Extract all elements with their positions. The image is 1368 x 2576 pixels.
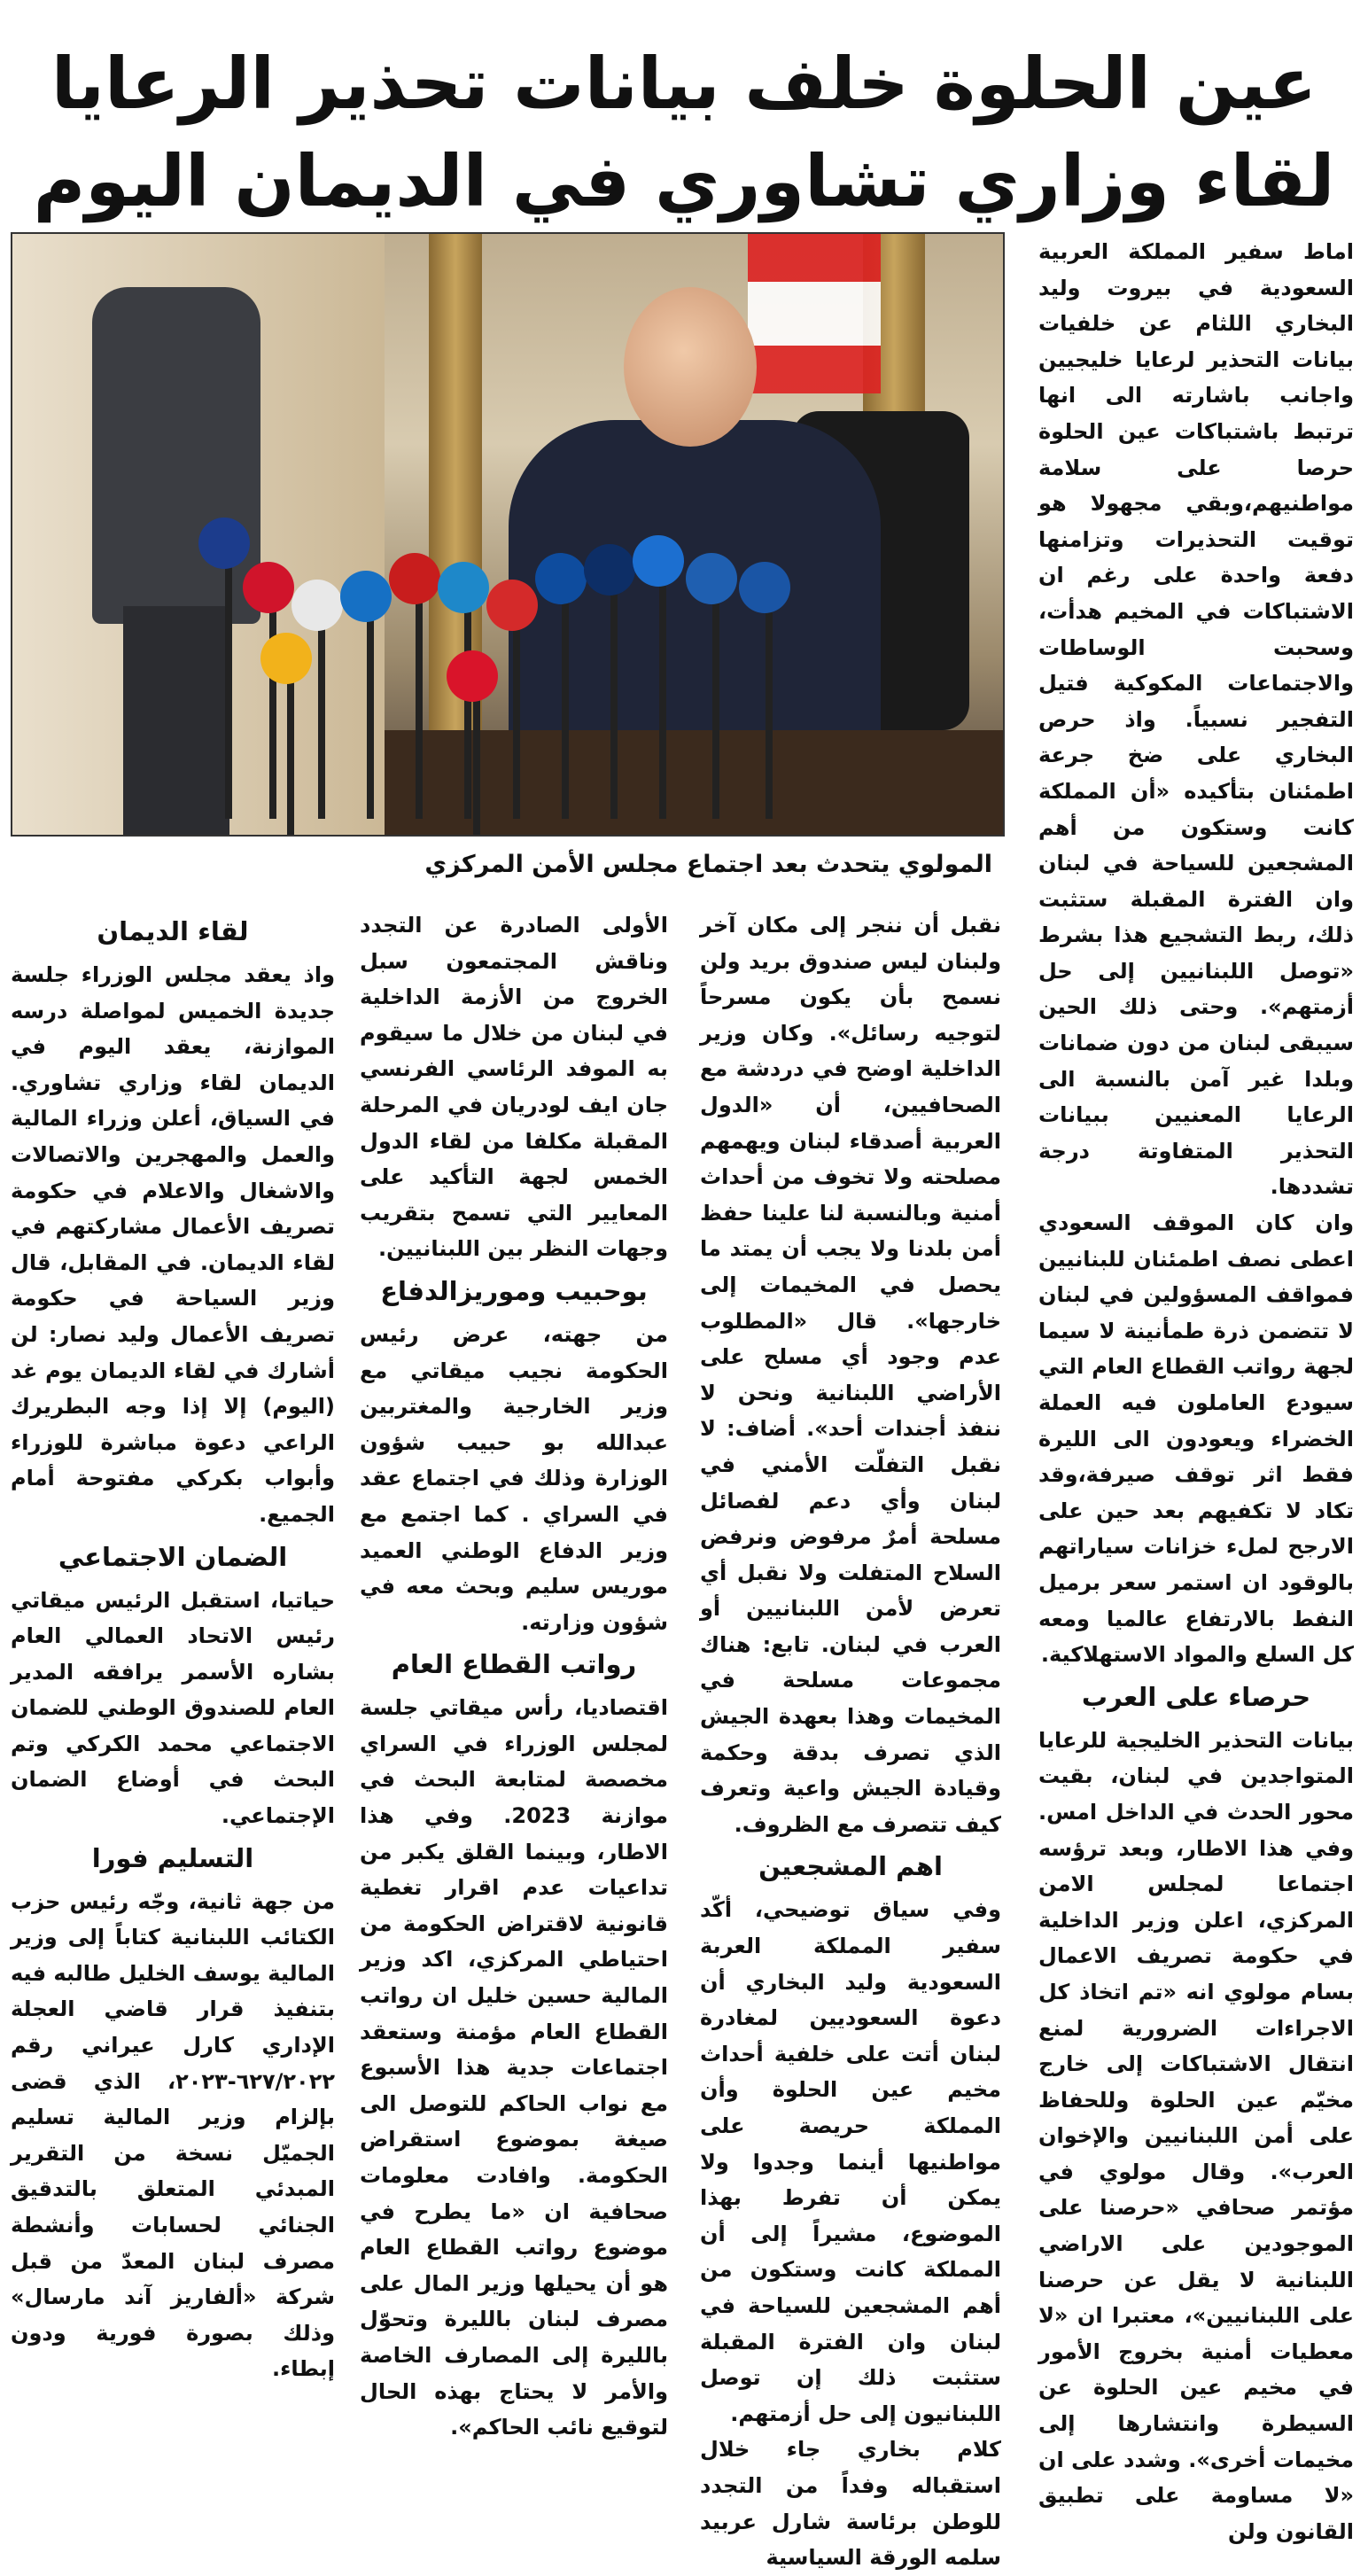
subheading: التسليم فورا	[91, 1842, 254, 1873]
press-conference-photo	[11, 232, 1005, 837]
microphone-icon	[447, 650, 498, 702]
photo-caption: المولوي يتحدث بعد اجتماع مجلس الأمن المركزي	[424, 851, 992, 878]
paragraph: كلام بخاري جاء خلال استقباله وفداً من التجدد للوطن برئاسة شارل عربيد سلمه الورقة السياسية	[700, 2437, 1001, 2571]
paragraph: بيانات التحذير الخليجية للرعايا المتواجدين في لبنان، بقيت محور الحدث في الداخل امس. وفي هذا الاطار، وبعد ترؤسه اجتماعا لمجلس الامن المركزي، اعلن وزير الداخلية في حكومة تصريف الاعمال بسام مولوي انه «تم اتخاذ كل الاجراءات الضرورية لمنع انتقال الاشتباكات إلى خارج مخيّم عين الحلوة وللحفاظ على أمن اللبنانيين والإخوان العرب». وقال مولوي في مؤتمر صحافي «حرصنا على الموجودين على الاراضي اللبنانية لا يقل عن حرصنا على اللبنانيين»، معتبرا ان «لا معطيات أمنية بخروج الأمور في مخيم عين الحلوة عن السيطرة وانتشارها إلى مخيمات أخرى». وشدد على ان «لا مساومة على تطبيق القانون ولن	[1038, 1727, 1354, 2544]
microphone-icon	[291, 580, 343, 631]
microphone-icon	[739, 562, 790, 613]
paragraph: وان كان الموقف السعودي اعطى نصف اطمئنان للبنانيين فمواقف المسؤولين في لبنان لا تتضمن ذرة طمأنينة لا سيما لجهة رواتب القطاع العام التي سيودع العاملون فيه العملة الخضراء ويعودون الى الليرة فقط اثر توقف صيرفة،وقد تكاد لا تكفيهم بعد حين على الارجح لملء خزانات سياراتهم بالوقود ان استمر سعر برميل النفط بالارتفاع عالميا ومعه كل السلع والمواد الاستهلاكية.	[1038, 1210, 1354, 1668]
paragraph: حياتيا، استقبل الرئيس ميقاتي رئيس الاتحاد العمالي العام بشاره الأسمر يرافقه المدير العام للصندوق الوطني للضمان الاجتماعي محمد الكركي وتم البحث في أوضاع الضمان الإجتماعي.	[11, 1587, 335, 1829]
paragraph: وفي سياق توضيحي، أكّد سفير المملكة العربة السعودية وليد البخاري أن دعوة السعوديين لمغادرة لبنان أتت على خلفية أحداث مخيم عين الحلوة وأن المملكة حريصة على مواطنيها أينما وجدوا ولا يمكن أن تفرط بهذا الموضوع، مشيراً إلى أن المملكة كانت وستكون من أهم المشجعين للسياحة في لبنان وان الفترة المقبلة ستثبت ذلك إن توصل اللبنانيون إلى حل أزمتهم.	[700, 1897, 1001, 2426]
microphone-icon	[633, 535, 684, 587]
subheading: الضمان الاجتماعي	[58, 1541, 288, 1572]
microphone-icon	[584, 544, 635, 595]
headline-line-1: عين الحلوة خلف بيانات تحذير الرعايا	[51, 43, 1317, 125]
paragraph: الأولى الصادرة عن التجدد وناقش المجتمعون سبل الخروج من الأزمة الداخلية في لبنان من خلال ما سيقوم به الموفد الرئاسي الفرنسي جان ايف لودريان في المرحلة المقبلة مكلفا من لقاء الدول الخمس لجهة التأكيد على المعايير التي تسمح بتقريب وجهات النظر بين اللبنانيين.	[360, 913, 668, 1262]
paragraph: اقتصاديا، رأس ميقاتي جلسة لمجلس الوزراء في السراي مخصصة لمتابعة البحث في موازنة 2023. وفي هذا الاطار، وبينما القلق يكبر من تداعيات عدم اقرار تغطية قانونية لاقتراض الحكومة من احتياطي المركزي، اكد وزير المالية حسين خليل ان رواتب القطاع العام مؤمنة وستعقد اجتماعات جدية هذا الأسبوع مع نواب الحاكم للتوصل الى صيغة بموضوع استقراض الحكومة. وافادت معلومات صحافية ان «ما يطرح في موضوع رواتب القطاع العام هو أن يحيلها وزير المال على مصرف لبنان بالليرة وتحوّل بالليرة إلى المصارف الخاصة والأمر لا يحتاج بهذه الحال لتوقيع نائب الحاكم».	[360, 1695, 668, 2440]
subheading: اهم المشجعين	[758, 1851, 943, 1882]
microphone-icon	[243, 562, 294, 613]
microphone-icon	[389, 553, 440, 604]
subheading: حرصاء على العرب	[1081, 1681, 1311, 1712]
microphone-icon	[438, 562, 489, 613]
subheading: رواتب القطاع العام	[391, 1649, 637, 1680]
paragraph: واذ يعقد مجلس الوزراء جلسة جديدة الخميس لمواصلة درسه الموازنة، يعقد اليوم في الديمان لقاء وزاري تشاوري. في السياق، أعلن وزراء المالية والعمل والمهجرين والاتصالات والاشغال والاعلام في حكومة تصريف الأعمال مشاركتهم في لقاء الديمان. في المقابل، قال وزير السياحة في حكومة تصريف الأعمال وليد نصار: لن أشارك في لقاء الديمان يوم غد (اليوم) إلا إذا وجه البطريرك الراعي دعوة مباشرة للوزراء وأبواب بكركي مفتوحة أمام الجميع.	[11, 962, 335, 1527]
microphone-icon	[686, 553, 737, 604]
headline-line-2: لقاء وزاري تشاوري في الديمان اليوم	[33, 140, 1335, 222]
paragraph: من جهته، عرض رئيس الحكومة نجيب ميقاتي مع وزير الخارجية والمغتربين عبدالله بو حبيب شؤون الوزارة وذلك في اجتماع عقد في السراي . كما اجتمع مع وزير الدفاع الوطني العميد موريس سليم وبحث معه في شؤون وزارته.	[360, 1321, 668, 1635]
article-column-4	[11, 907, 335, 2387]
microphone-icon	[486, 580, 538, 631]
article-column-2	[700, 907, 1001, 2576]
article-column-3	[360, 907, 668, 2446]
subheading: لقاء الديمان	[97, 916, 249, 946]
paragraph: نقبل أن ننجر إلى مكان آخر ولبنان ليس صندوق بريد ولن نسمح بأن يكون مسرحاً لتوجيه رسائل». وكان وزير الداخلية اوضح في دردشة مع الصحافيين، أن «الدول العربية أصدقاء لبنان ويهمهم مصلحته ولا تخوف من أحداث أمنية وبالنسبة لنا علينا حفظ أمن بلدنا ولا يجب أن يمتد ما يحصل في المخيمات إلى خارجها». قال «المطلوب عدم وجود أي مسلح على الأراضي اللبنانية ونحن لا ننفذ أجندات أحد». أضاف: لا نقبل التفلّت الأمني في لبنان وأي دعم لفصائل مسلحة أمرٌ مرفوض ونرفض السلاح المتفلت ولا نقبل أي تعرض لأمن اللبنانيين أو العرب في لبنان. تابع: هناك مجموعات مسلحة في المخيمات وهذا بعهدة الجيش الذي تصرف بدقة وحكمة وقيادة الجيش واعية وتعرف كيف تتصرف مع الظروف.	[700, 913, 1001, 1837]
microphone-icon	[260, 633, 312, 684]
article-column-1	[1038, 234, 1354, 2549]
paragraph: اماط سفير المملكة العربية السعودية في بيروت وليد البخاري اللثام عن خلفيات بيانات التحذير لرعايا خليجيين واجانب باشارته الى انها ترتبط باشتباكات عين الحلوة حرصا على سلامة مواطنيهم،وبقي مجهولا هو توقيت التحذيرات وتزامنها دفعة واحدة على رغم ان الاشتباكات في المخيم هدأت، وسحبت الوساطات والاجتماعات المكوكية فتيل التفجير نسبياً. واذ حرص البخاري على ضخ جرعة اطمئنان بتأكيده «أن المملكة كانت وستكون من أهم المشجعين للسياحة في لبنان وان الفترة المقبلة ستثبت ذلك، ربط التشجيع هذا بشرط «توصل اللبنانيين إلى حل أزمتهم». وحتى ذلك الحين سيبقى لبنان من دون ضمانات وبلدا غير آمن بالنسبة الى الرعايا المعنيين ببيانات التحذير المتفاوتة درجة تشددها.	[1038, 239, 1354, 1200]
paragraph: من جهة ثانية، وجّه رئيس حزب الكتائب اللبنانية كتاباً إلى وزير المالية يوسف الخليل طالبه فيه بتنفيذ قرار قاضي العجلة الإداري كارل عيراني رقم ٦٢٧/٢٠٢٢-٢٠٢٣، الذي قضى بإلزام وزير المالية تسليم الجميّل نسخة من التقرير المبدئي المتعلق بالتدقيق الجنائي لحسابات وأنشطة مصرف لبنان المعدّ من قبل شركة «ألفاريز آند مارسال» وذلك بصورة فورية ودون إبطاء.	[11, 1888, 335, 2382]
microphone-icon	[535, 553, 587, 604]
microphone-icon	[340, 571, 392, 622]
microphone-icon	[198, 518, 250, 569]
subheading: بوحبيب وموريزالدفاع	[380, 1275, 648, 1306]
